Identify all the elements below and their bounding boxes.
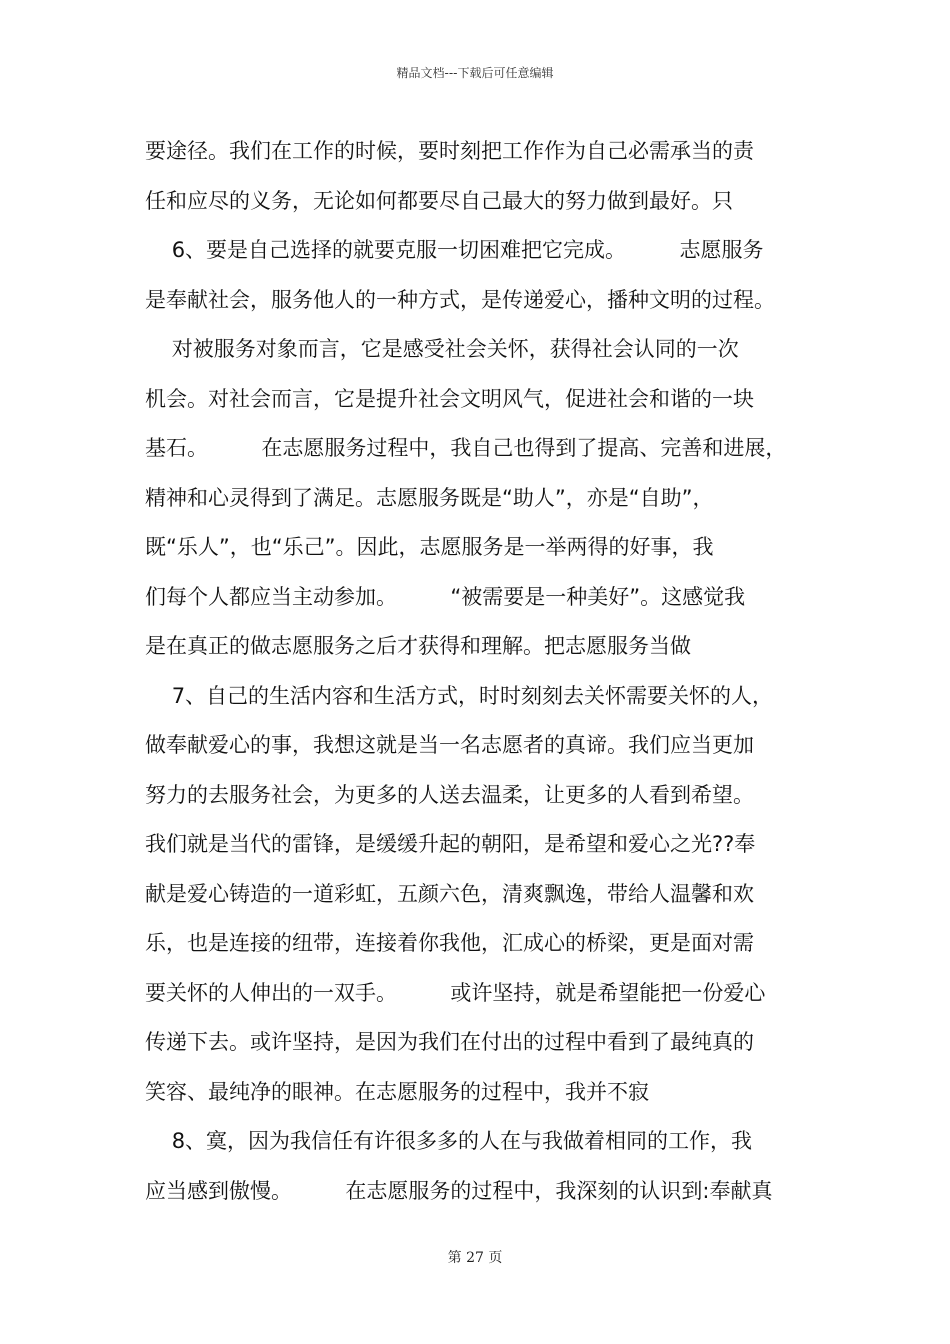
text-line: 6、要是自己选择的就要克服一切困难把它完成。 志愿服务 [145,238,764,262]
page-header: 精品文档---下载后可任意编辑 [396,66,554,80]
text-line: 既“乐人”，也“乐己”。因此，志愿服务是一举两得的好事，我 [145,535,714,559]
text-line: 传递下去。或许坚持，是因为我们在付出的过程中看到了最纯真的 [145,1030,754,1054]
text-line: 机会。对社会而言，它是提升社会文明风气，促进社会和谐的一块 [145,386,754,411]
text-line: 们每个人都应当主动参加。 “被需要是一种美好”。这感觉我 [145,584,746,609]
page-number: 第 27 页 [447,1250,503,1266]
text-line: 是在真正的做志愿服务之后才获得和理解。把志愿服务当做 [145,634,691,658]
text-line: 乐，也是连接的纽带，连接着你我他，汇成心的桥梁，更是面对需 [145,931,754,955]
text-line: 要关怀的人伸出的一双手。 或许坚持，就是希望能把一份爱心 [145,980,766,1005]
text-line: 我们就是当代的雷锋，是缓缓升起的朝阳，是希望和爱心之光??奉 [145,832,756,856]
text-line: 要途径。我们在工作的时候，要时刻把工作作为自己必需承当的责 [145,139,754,163]
text-line: 对被服务对象而言，它是感受社会关怀，获得社会认同的一次 [145,337,739,361]
text-line: 做奉献爱心的事，我想这就是当一名志愿者的真谛。我们应当更加 [145,733,754,757]
text-line: 是奉献社会，服务他人的一种方式，是传递爱心，播种文明的过程。 [145,287,775,312]
text-line: 8、寞，因为我信任有许很多多的人在与我做着相同的工作，我 [145,1129,753,1153]
text-line: 应当感到傲慢。 在志愿服务的过程中，我深刻的认识到:奉献真 [145,1178,773,1203]
document-body [145,127,825,1216]
text-line: 献是爱心铸造的一道彩虹，五颜六色，清爽飘逸，带给人温馨和欢 [145,881,754,906]
text-line: 任和应尽的义务，无论如何都要尽自己最大的努力做到最好。只 [145,188,733,213]
text-line: 精神和心灵得到了满足。志愿服务既是“助人”，亦是“自助”， [145,485,714,510]
text-line: 基石。 在志愿服务过程中，我自己也得到了提高、完善和进展， [145,436,787,460]
text-line: 7、自己的生活内容和生活方式，时时刻刻去关怀需要关怀的人， [145,683,774,708]
text-line: 笑容、最纯净的眼神。在志愿服务的过程中，我并不寂 [145,1079,649,1104]
text-line: 努力的去服务社会，为更多的人送去温柔，让更多的人看到希望。 [145,782,754,807]
